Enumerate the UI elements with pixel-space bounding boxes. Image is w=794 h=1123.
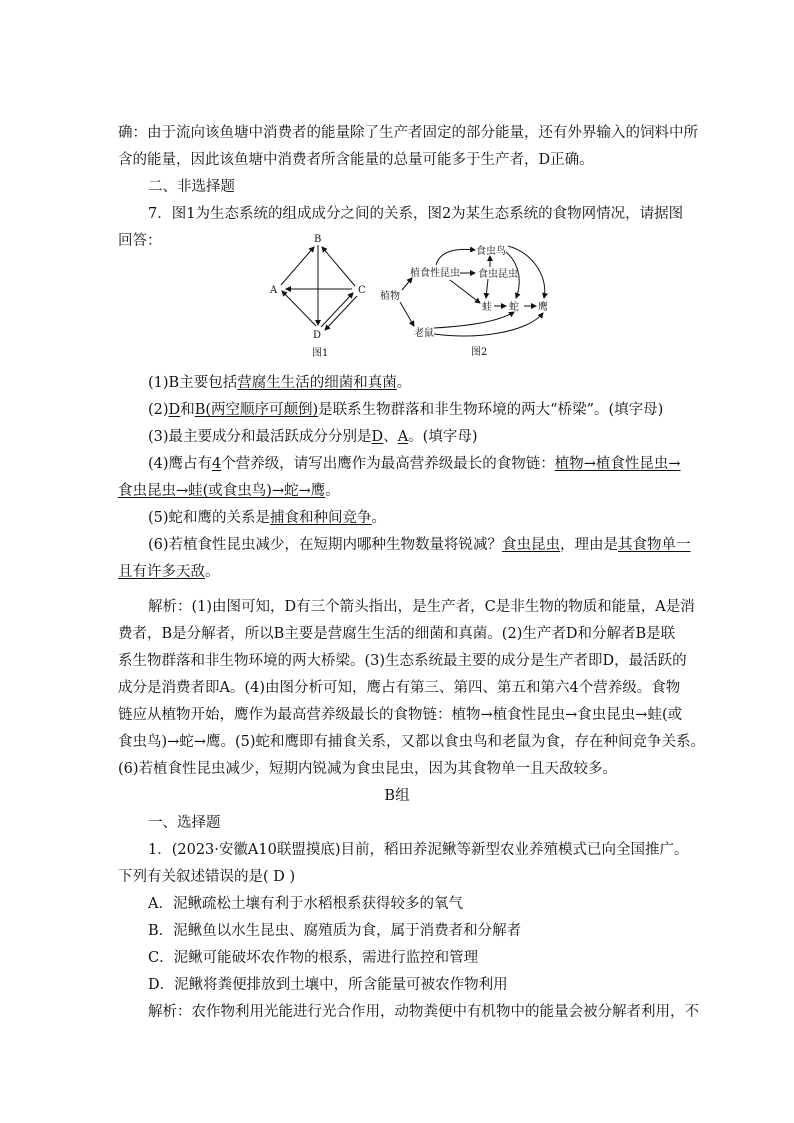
arrow-mouse-snake [434,312,514,328]
answer-line-6 [148,535,691,555]
analysis-text: 链应从植物开始，鹰作为最高营养级最长的食物链：植物→植食性昆虫→食虫昆虫→蛙(或 [118,707,683,723]
figure-2-food-web [378,240,558,360]
question-text: 下列有关叙述错误的是( D ) [118,869,296,885]
group-title: B组 [384,788,410,804]
answer-blank: 食虫昆虫 [502,537,561,553]
analysis-text: 系生物群落和非生物环境的两大桥梁。(3)生态系统最主要的成分是生产者即D，最活跃的 [118,653,687,669]
analysis-text: 解析：(1)由图可知，D有三个箭头指出，是生产者，C是非生物的物质和能量，A是消 [148,599,695,615]
arrow-herb-frog [450,280,480,303]
option-a: A．泥鳅疏松土壤有利于水稻根系获得较多的氧气 [148,896,463,912]
text: 是联系生物群落和非生物环境的两大“桥梁”。(填字母) [318,402,664,418]
text: (4)鹰占有 [148,456,213,472]
answer-line-3 [148,427,478,447]
answer-line-4 [148,454,681,474]
node-eagle: 鹰 [538,302,548,313]
arrow-plant-herb [402,278,412,290]
node-d: D [313,330,322,341]
section-heading: 二、非选择题 [148,179,235,195]
text: 。 [371,510,387,526]
arrow-herb-bird [436,249,475,265]
answer-blank: A [397,429,409,445]
node-mouse: 老鼠 [414,328,434,339]
answer-blank: 植物→植食性昆虫→ [554,456,681,472]
answer-blank: 捕食和种间竞争 [270,510,372,526]
analysis-text: 成分是消费者即A。(4)由图分析可知，鹰占有第三、第四、第五和第六4个营养级。食物 [118,680,681,696]
question-text: 7．图1为生态系统的组成成分之间的关系，图2为某生态系统的食物网情况，请据图 [148,206,684,222]
node-plant: 植物 [380,291,400,302]
node-b: B [314,234,322,245]
node-herbivorous-insect: 植食性昆虫 [410,268,460,279]
answer-line-5 [148,508,386,528]
answer-blank: 营腐生生活的细菌和真菌 [237,375,397,391]
option-c: C．泥鳅可能破坏农作物的根系，需进行监控和管理 [148,950,479,966]
answer-line-4-cont [118,481,340,501]
text: 、 [383,429,398,445]
node-insect-bird: 食虫鸟 [476,246,506,257]
analysis-text: 食虫鸟)→蛇→鹰。(5)蛇和鹰即有捕食关系，又都以食虫鸟和老鼠为食，存在种间竞争关系。 [118,734,705,750]
node-frog: 蛙 [482,302,492,313]
text: 。 [205,564,220,580]
answer-blank: D [168,402,181,418]
node-c: C [358,285,366,296]
arrow-plant-mouse [400,302,414,326]
answer-line-6-cont [118,562,220,582]
text: 。(填字母) [408,429,478,445]
answer-line-1 [148,373,411,393]
figure-caption: 图1 [312,348,329,359]
answer-line-2 [148,400,663,420]
arrow-insect-frog [486,279,488,298]
edge-d-c [321,293,353,327]
node-insectivorous-insect: 食虫昆虫 [478,269,518,280]
option-b: B．泥鳅鱼以水生昆虫、腐殖质为食，属于消费者和分解者 [148,923,522,939]
analysis-text: 解析：农作物利用光能进行光合作用，动物粪便中有机物中的能量会被分解者利用，不 [148,1004,699,1020]
node-snake: 蛇 [509,302,519,313]
text: 。 [325,483,340,499]
section-heading: 一、选择题 [148,815,221,831]
text: (1)B主要包括 [148,375,238,391]
option-d: D．泥鳅将粪便排放到土壤中，所含能量可被农作物利用 [148,977,508,993]
node-a: A [270,285,278,296]
figure-caption: 图2 [471,347,488,358]
arrow-mouse-eagle [434,313,543,336]
analysis-text: 费者，B是分解者，所以B主要是营腐生生活的细菌和真菌。(2)生产者D和分解者B是联 [118,626,676,642]
answer-blank: 其食物单一 [618,537,691,553]
question-text: 回答： [118,233,162,249]
answer-blank: 且有许多天敌 [118,564,205,580]
edge-c-d [325,296,357,330]
question-text: 1．(2023·安徽A10联盟摸底)目前，稻田养泥鳅等新型农业养殖模式已向全国推广。 [148,842,689,858]
answer-blank: 食虫昆虫→蛙(或食虫鸟)→蛇→鹰 [118,483,326,499]
edge-c-b [322,247,355,286]
text: ，理由是 [560,537,619,553]
text-line: 含的能量，因此该鱼塘中消费者所含能量的总量可能多于生产者，D正确。 [118,152,594,168]
edge-a-b [281,247,314,285]
answer-blank: D [371,429,384,445]
text: (5)蛇和鹰的关系是 [148,510,271,526]
text: (3)最主要成分和最活跃成分分别是 [148,429,372,445]
text: (2) [148,402,169,418]
text: 。 [396,375,412,391]
edge-d-a [282,291,316,326]
text: (6)若植食性昆虫减少，在短期内哪种生物数量将锐减？ [148,537,503,553]
figure-1-diagram [266,230,376,360]
text: 和 [180,402,195,418]
text-line: 确：由于流向该鱼塘中消费者的能量除了生产者固定的部分能量，还有外界输入的饲料中所 [118,125,698,141]
answer-blank: B(两空顺序可颠倒) [194,402,319,418]
answer-blank: 4 [212,456,222,472]
analysis-text: (6)若植食性昆虫减少，短期内锐减为食虫昆虫，因为其食物单一且天敌较多。 [118,761,618,777]
text: 个营养级，请写出鹰作为最高营养级最长的食物链： [221,456,555,472]
